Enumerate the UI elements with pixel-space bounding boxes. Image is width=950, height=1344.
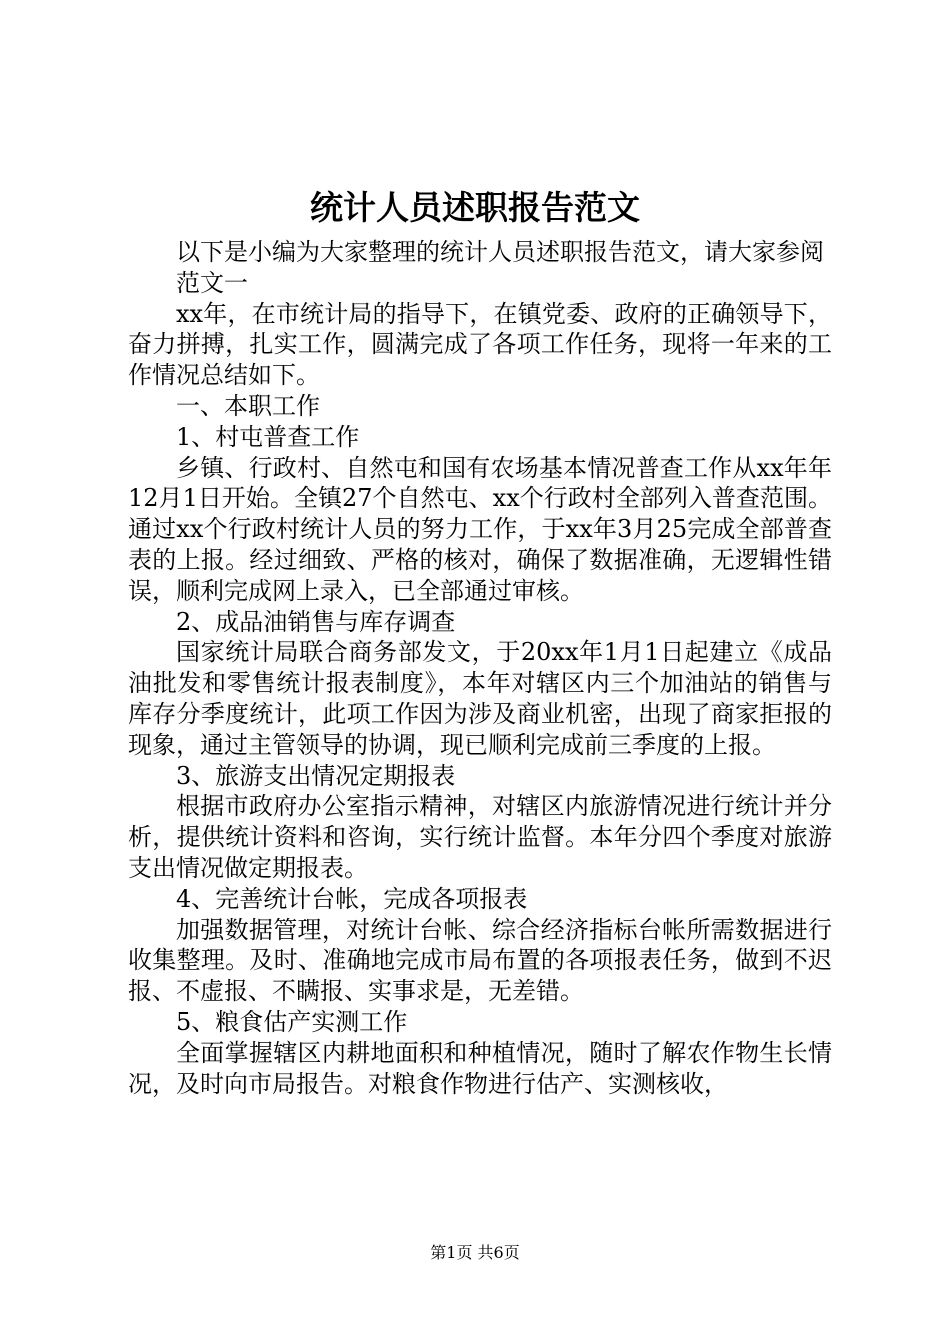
subheading-grain: 5、粮食估产实测工作 <box>176 1007 408 1036</box>
document-title: 统计人员述职报告范文 <box>310 188 640 227</box>
paragraph-summary: xx年，在市统计局的指导下，在镇党委、政府的正确领导下，奋力拼搏，扎实工作，圆满完成了各项工作任务，现将一年来的工作情况总结如下。 <box>128 299 832 390</box>
paragraph-grain: 全面掌握辖区内耕地面积和种植情况，随时了解农作物生长情况，及时向市局报告。对粮食作物进行估产、实测核收， <box>128 1038 832 1098</box>
subheading-tourism: 3、旅游支出情况定期报表 <box>176 761 456 790</box>
paragraph-heading-sample: 范文一 <box>176 268 248 297</box>
paragraph-ledger: 加强数据管理，对统计台帐、综合经济指标台帐所需数据进行收集整理。及时、准确地完成市局布置的各项报表任务，做到不迟报、不虚报、不瞒报、实事求是，无差错。 <box>128 915 832 1006</box>
subheading-ledger: 4、完善统计台帐，完成各项报表 <box>176 884 528 913</box>
paragraph-oil: 国家统计局联合商务部发文，于20xx年1月1日起建立《成品油批发和零售统计报表制度》，本年对辖区内三个加油站的销售与库存分季度统计，此项工作因为涉及商业机密，出现了商家拒报的现象，通过主管领导的协调，现已顺利完成前三季度的上报。 <box>128 638 832 759</box>
section-heading-duties: 一、本职工作 <box>176 391 320 420</box>
document-body <box>128 237 832 1099</box>
page-footer: 第1页 共6页 <box>430 1243 520 1262</box>
paragraph-tourism: 根据市政府办公室指示精神，对辖区内旅游情况进行统计并分析，提供统计资料和咨询，实行统计监督。本年分四个季度对旅游支出情况做定期报表。 <box>128 792 832 882</box>
subheading-census: 1、村屯普查工作 <box>176 422 360 451</box>
subheading-oil: 2、成品油销售与库存调查 <box>176 607 456 636</box>
paragraph-census: 乡镇、行政村、自然屯和国有农场基本情况普查工作从xx年年12月1日开始。全镇27个自然屯、xx个行政村全部列入普查范围。通过xx个行政村统计人员的努力工作，于xx年3月25完成全部普查表的上报。经过细致、严格的核对，确保了数据准确，无逻辑性错误，顺利完成网上录入，已全部通过审核。 <box>128 453 832 605</box>
paragraph-intro: 以下是小编为大家整理的统计人员述职报告范文，请大家参阅 <box>176 238 824 266</box>
